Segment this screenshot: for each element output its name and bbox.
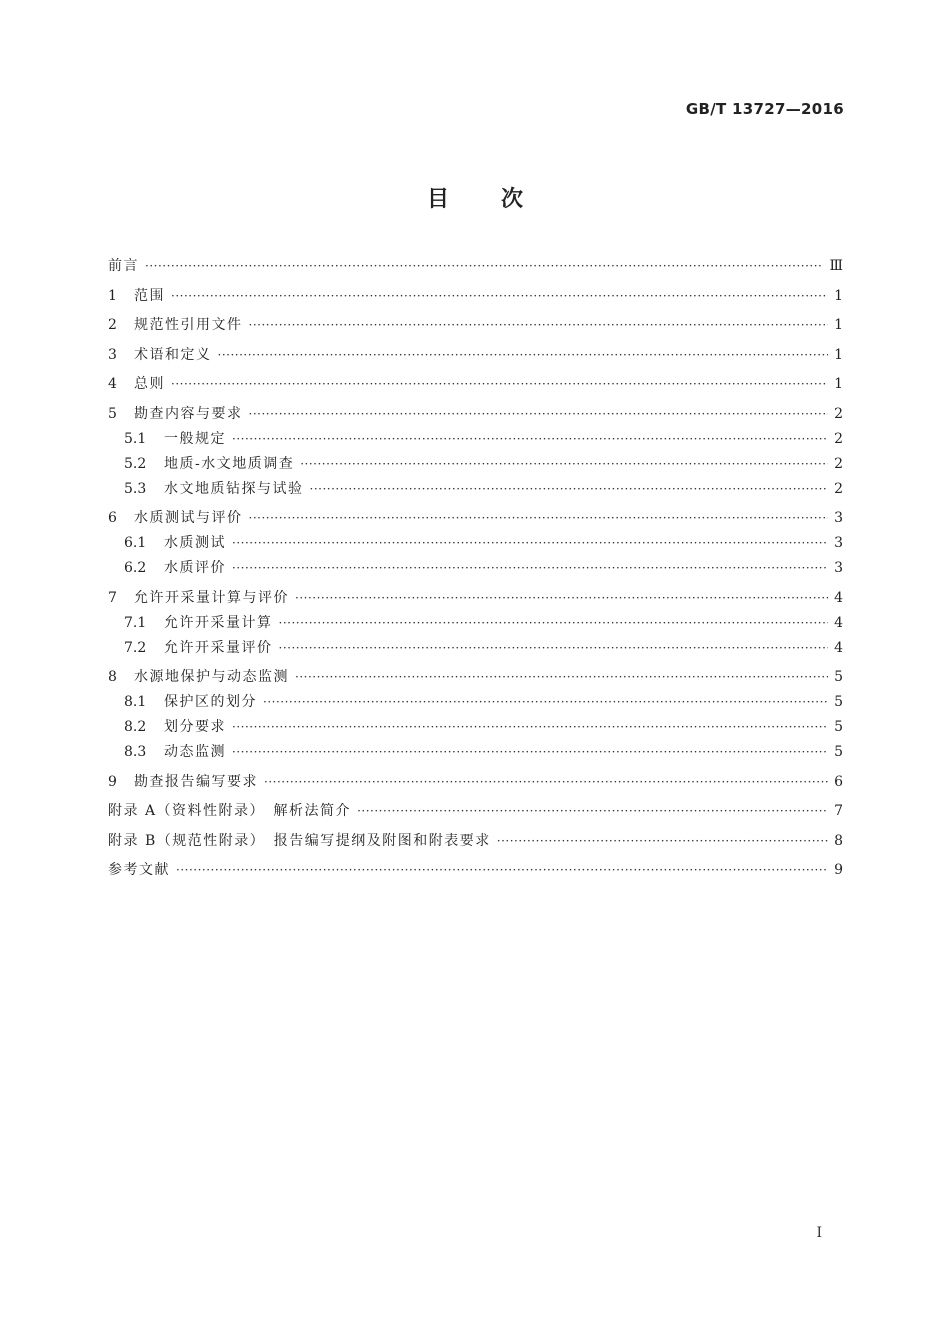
toc-entry-appendix-b[interactable] bbox=[108, 833, 843, 850]
toc-entry-page: Ⅲ bbox=[829, 258, 843, 274]
toc-entry-6-2[interactable] bbox=[108, 560, 843, 577]
toc-leader-dots bbox=[497, 833, 828, 850]
toc-leader-dots bbox=[232, 535, 828, 552]
toc-entry-4[interactable] bbox=[108, 376, 843, 393]
toc-entry-text: 划分要求 bbox=[164, 719, 226, 735]
toc-entry-text: 附录 A（资料性附录） 解析法简介 bbox=[108, 803, 352, 819]
toc-entry-page: 7 bbox=[834, 803, 843, 819]
toc-entry-8[interactable] bbox=[108, 669, 843, 686]
toc-leader-dots bbox=[357, 803, 828, 820]
standard-code: GB/T 13727—2016 bbox=[685, 100, 844, 118]
toc-entry-text: 水质测试与评价 bbox=[134, 510, 243, 526]
toc-entry-text: 允许开采量计算 bbox=[164, 614, 273, 631]
toc-entry-7-1[interactable] bbox=[108, 615, 843, 632]
toc-entry-page: 2 bbox=[834, 405, 843, 422]
toc-entry-text: 勘查报告编写要求 bbox=[134, 773, 258, 790]
title-char-2: 次 bbox=[501, 187, 524, 212]
toc-entry-text: 动态监测 bbox=[164, 744, 226, 760]
toc-entry-page: 6 bbox=[834, 773, 843, 790]
toc-entry-8-3[interactable] bbox=[108, 744, 843, 761]
toc-entry-page: 2 bbox=[834, 480, 843, 497]
toc-entry-number: 8 bbox=[108, 669, 117, 685]
toc-entry-text: 附录 B（规范性附录） 报告编写提纲及附图和附表要求 bbox=[108, 832, 491, 849]
toc-entry-number: 6.1 bbox=[124, 535, 147, 551]
toc-entry-5-1[interactable] bbox=[108, 431, 843, 448]
toc-entry-3[interactable] bbox=[108, 347, 843, 364]
toc-entry-page: 4 bbox=[834, 589, 843, 606]
toc-entry-text: 参考文献 bbox=[108, 862, 170, 878]
toc-leader-dots bbox=[232, 719, 828, 736]
page-number: I bbox=[816, 1225, 822, 1241]
toc-entry-9[interactable] bbox=[108, 774, 843, 791]
toc-entry-text: 总则 bbox=[134, 376, 165, 392]
toc-entry-page: 1 bbox=[834, 317, 843, 333]
toc-entry-6[interactable] bbox=[108, 510, 843, 527]
toc-entry-5[interactable] bbox=[108, 406, 843, 423]
toc-entry-foreword[interactable] bbox=[108, 258, 843, 275]
toc-entry-5-2[interactable] bbox=[108, 456, 843, 473]
toc-leader-dots bbox=[232, 560, 828, 577]
toc-entry-number: 5.2 bbox=[124, 455, 147, 472]
toc-entry-page: 2 bbox=[834, 455, 843, 472]
toc-entry-number: 8.1 bbox=[124, 694, 147, 710]
toc-entry-page: 1 bbox=[834, 346, 843, 363]
toc-entry-text: 水源地保护与动态监测 bbox=[134, 669, 289, 685]
toc-entry-number: 5.1 bbox=[124, 430, 147, 447]
toc-entry-number: 9 bbox=[108, 773, 117, 790]
toc-entry-7-2[interactable] bbox=[108, 640, 843, 657]
toc-entry-number: 7.2 bbox=[124, 639, 147, 656]
toc-entry-number: 4 bbox=[108, 376, 117, 392]
toc-entry-text: 允许开采量计算与评价 bbox=[134, 589, 289, 606]
toc-entry-page: 4 bbox=[834, 614, 843, 631]
toc-entry-7[interactable] bbox=[108, 590, 843, 607]
toc-entry-page: 3 bbox=[834, 560, 843, 576]
toc-entry-page: 9 bbox=[834, 862, 843, 878]
toc-entry-number: 7.1 bbox=[124, 614, 147, 631]
toc-entry-8-2[interactable] bbox=[108, 719, 843, 736]
toc-leader-dots bbox=[300, 456, 828, 473]
toc-entry-text: 术语和定义 bbox=[134, 346, 212, 363]
toc-entry-page: 8 bbox=[834, 832, 843, 849]
toc-entry-page: 4 bbox=[834, 639, 843, 656]
toc-entry-number: 2 bbox=[108, 317, 117, 333]
toc-leader-dots bbox=[295, 590, 828, 607]
toc-entry-number: 6 bbox=[108, 510, 117, 526]
toc-entry-text: 规范性引用文件 bbox=[134, 317, 243, 333]
toc-leader-dots bbox=[279, 640, 829, 657]
toc-entry-page: 5 bbox=[834, 719, 843, 735]
toc-entry-text: 一般规定 bbox=[164, 430, 226, 447]
toc-entry-text: 范围 bbox=[134, 287, 165, 304]
toc-entry-text: 地质-水文地质调查 bbox=[164, 455, 295, 472]
toc-entry-references[interactable] bbox=[108, 862, 843, 879]
toc-entry-page: 2 bbox=[834, 430, 843, 447]
toc-entry-5-3[interactable] bbox=[108, 481, 843, 498]
toc-leader-dots bbox=[218, 347, 829, 364]
toc-entry-1[interactable] bbox=[108, 288, 843, 305]
toc-entry-page: 3 bbox=[834, 535, 843, 551]
title-char-1: 目 bbox=[426, 187, 449, 212]
toc-entry-text: 勘查内容与要求 bbox=[134, 405, 243, 422]
table-of-contents bbox=[108, 258, 843, 879]
toc-leader-dots bbox=[264, 774, 828, 791]
toc-entry-text: 允许开采量评价 bbox=[164, 639, 273, 656]
toc-leader-dots bbox=[310, 481, 829, 498]
toc-entry-text: 水质评价 bbox=[164, 560, 226, 576]
toc-entry-2[interactable] bbox=[108, 317, 843, 334]
toc-entry-page: 5 bbox=[834, 669, 843, 685]
toc-entry-page: 1 bbox=[834, 287, 843, 304]
toc-leader-dots bbox=[249, 510, 829, 527]
toc-leader-dots bbox=[171, 288, 828, 305]
toc-entry-text: 水质测试 bbox=[164, 535, 226, 551]
toc-entry-6-1[interactable] bbox=[108, 535, 843, 552]
toc-leader-dots bbox=[279, 615, 829, 632]
toc-leader-dots bbox=[232, 431, 828, 448]
toc-entry-appendix-a[interactable] bbox=[108, 803, 843, 820]
toc-entry-8-1[interactable] bbox=[108, 694, 843, 711]
toc-entry-number: 7 bbox=[108, 589, 117, 606]
toc-leader-dots bbox=[176, 862, 828, 879]
toc-leader-dots bbox=[232, 744, 828, 761]
toc-entry-page: 3 bbox=[834, 510, 843, 526]
toc-entry-page: 1 bbox=[834, 376, 843, 392]
toc-entry-number: 1 bbox=[108, 287, 117, 304]
toc-entry-number: 8.3 bbox=[124, 744, 147, 760]
toc-entry-number: 8.2 bbox=[124, 719, 147, 735]
page-title bbox=[0, 182, 950, 213]
toc-entry-text: 水文地质钻探与试验 bbox=[164, 480, 304, 497]
toc-entry-number: 6.2 bbox=[124, 560, 147, 576]
toc-entry-text: 前言 bbox=[108, 258, 139, 274]
toc-leader-dots bbox=[171, 376, 828, 393]
toc-leader-dots bbox=[249, 406, 829, 423]
toc-entry-number: 5.3 bbox=[124, 480, 147, 497]
toc-leader-dots bbox=[263, 694, 828, 711]
toc-entry-number: 3 bbox=[108, 346, 117, 363]
toc-entry-number: 5 bbox=[108, 405, 117, 422]
toc-leader-dots bbox=[145, 258, 823, 275]
toc-leader-dots bbox=[295, 669, 828, 686]
toc-entry-page: 5 bbox=[834, 694, 843, 710]
toc-leader-dots bbox=[249, 317, 829, 334]
toc-entry-text: 保护区的划分 bbox=[164, 694, 257, 710]
toc-entry-page: 5 bbox=[834, 744, 843, 760]
